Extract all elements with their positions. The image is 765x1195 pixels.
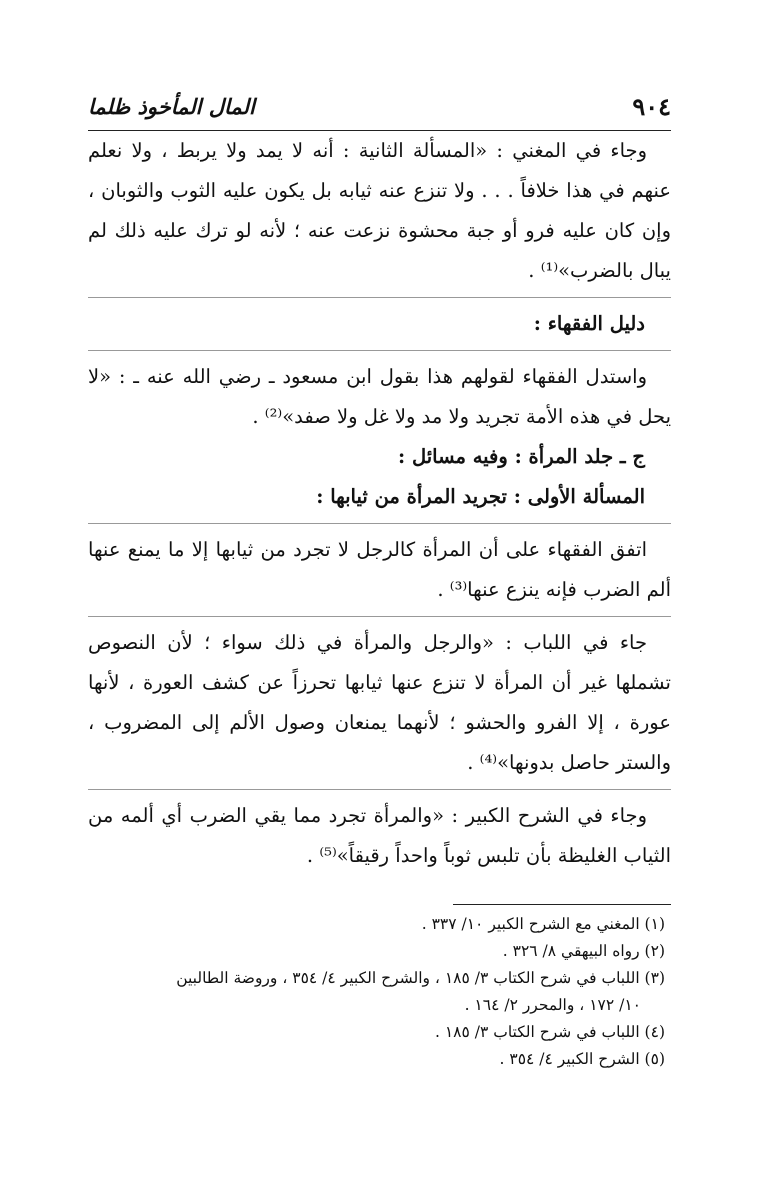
footnote-5: (٥) الشرح الكبير ٤/ ٣٥٤ . <box>499 1050 665 1068</box>
paragraph-lubab-quote: جاء في اللباب : «والرجل والمرأة في ذلك سواء ؛ لأن النصوص تشملها غير أن المرأة لا تنزع عنها ثيابها تحرزاً عن كشف العورة ، لأنها عورة ، إلا الفرو والحشو ؛ لأنهما يمنعان وصول الألم إلى المضروب ، والستر حاصل بدونها»⁽⁴⁾ . <box>88 631 671 774</box>
book-page <box>88 92 671 1073</box>
footnote-2: (٢) رواه البيهقي ٨/ ٣٢٦ . <box>502 942 665 960</box>
paragraph-sharh-kabir-quote: وجاء في الشرح الكبير : «والمرأة تجرد مما يقي الضرب أي ألمه من الثياب الغليظة بأن تلبس ثوباً واحداً رقيقاً»⁽⁵⁾ . <box>88 804 671 867</box>
section-heading-fuqaha-evidence: دليل الفقهاء : <box>533 312 645 335</box>
section-heading-first-issue: المسألة الأولى : تجريد المرأة من ثيابها : <box>316 485 645 508</box>
paragraph-agreement: اتفق الفقهاء على أن المرأة كالرجل لا تجرد من ثيابها إلا ما يمنع عنها ألم الضرب فإنه ينزع عنها⁽³⁾ . <box>88 538 671 601</box>
divider <box>88 616 671 617</box>
section-heading-woman-flogging: ج ـ جلد المرأة : وفيه مسائل : <box>397 445 645 468</box>
divider <box>88 523 671 524</box>
footnote-3-continuation: ١٠/ ١٧٢ ، والمحرر ٢/ ١٦٤ . <box>464 996 641 1014</box>
divider <box>88 350 671 351</box>
paragraph-mughni-quote: وجاء في المغني : «المسألة الثانية : أنه لا يمد ولا يربط ، ولا نعلم عنهم في هذا خلافاً . . . ولا تنزع عنه ثيابه بل يكون عليه الثوب والثوبان ، وإن كان عليه فرو أو جبة محشوة نزعت عنه ؛ لأنه لو ترك عليه ذلك لم يبال بالضرب»⁽¹⁾ . <box>88 139 671 282</box>
divider <box>88 789 671 790</box>
footnote-1: (١) المغني مع الشرح الكبير ١٠/ ٣٣٧ . <box>421 915 665 933</box>
footnote-3: (٣) اللباب في شرح الكتاب ٣/ ١٨٥ ، والشرح الكبير ٤/ ٣٥٤ ، وروضة الطالبين <box>176 969 665 987</box>
divider <box>88 297 671 298</box>
page-header <box>88 92 671 128</box>
running-title: المال المأخوذ ظلما <box>88 94 255 119</box>
footnote-4: (٤) اللباب في شرح الكتاب ٣/ ١٨٥ . <box>434 1023 665 1041</box>
footnote-rule <box>453 904 671 905</box>
page-number: ٩٠٤ <box>632 92 671 121</box>
paragraph-ibn-masud: واستدل الفقهاء لقولهم هذا بقول ابن مسعود ـ رضي الله عنه ـ : «لا يحل في هذه الأمة تجريد ولا مد ولا غل ولا صفد»⁽²⁾ . <box>88 365 671 428</box>
